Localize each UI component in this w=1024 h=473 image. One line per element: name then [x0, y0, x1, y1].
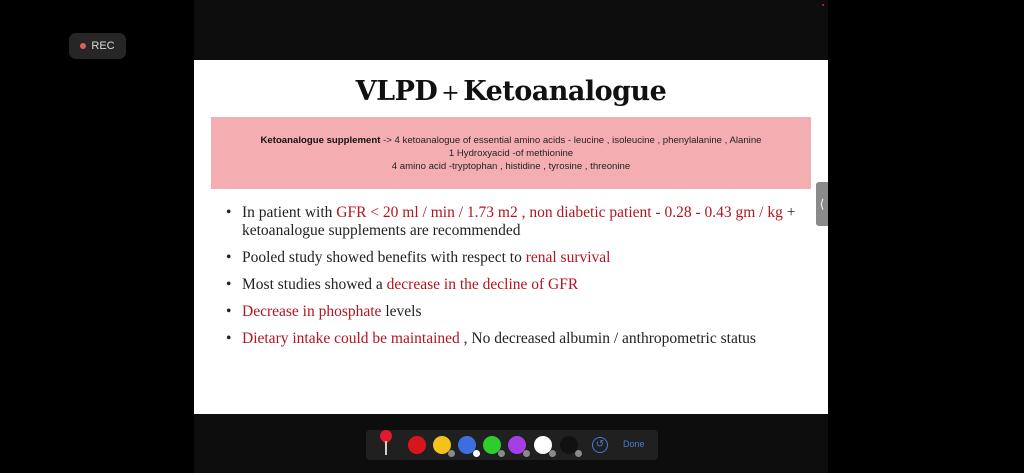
color-swatch-red[interactable] — [408, 436, 426, 454]
swatch-indicator — [448, 450, 455, 457]
color-swatch-black[interactable] — [560, 436, 578, 454]
bullet-item — [224, 204, 804, 240]
bullet-text: Pooled study showed benefits with respect to — [242, 249, 526, 266]
color-swatch-white[interactable] — [534, 436, 552, 454]
color-swatch-purple[interactable] — [508, 436, 526, 454]
bullet-text: + ketoanalogue supplements are recommended — [242, 204, 796, 239]
bullet-text: , No decreased albumin / anthropometric status — [459, 330, 756, 347]
info-line-1-text: -> 4 ketoanalogue of essential amino acids - leucine , isoleucine , phenylalanine , Alanine — [380, 135, 762, 146]
swatch-indicator — [498, 450, 505, 457]
color-swatch-blue[interactable] — [458, 436, 476, 454]
record-dot-icon — [80, 43, 86, 49]
bullet-item — [224, 276, 804, 294]
color-swatch-green[interactable] — [483, 436, 501, 454]
title-right: Ketoanalogue — [463, 76, 667, 107]
swatch-indicator — [523, 450, 530, 457]
chevron-left-icon: ⟨ — [819, 197, 825, 211]
color-swatch-yellow[interactable] — [433, 436, 451, 454]
bullet-highlight: Decrease in phosphate — [242, 303, 382, 320]
info-line-2: 1 Hydroxyacid -of methionine — [448, 148, 574, 159]
bullet-highlight: renal survival — [525, 249, 611, 266]
bullet-item — [224, 303, 804, 321]
side-panel-toggle[interactable] — [816, 182, 828, 226]
swatch-indicator — [575, 450, 582, 457]
bullet-item — [224, 330, 804, 348]
swatch-indicator — [473, 450, 480, 457]
info-line-3: 4 amino acid -tryptophan , histidine , tyrosine , threonine — [391, 161, 631, 172]
bullet-list — [224, 204, 804, 357]
presentation-slide — [194, 60, 828, 414]
pin-stick — [385, 441, 387, 455]
indicator-dot-icon — [822, 4, 824, 6]
rec-label: REC — [91, 40, 115, 52]
bullet-text: Most studies showed a — [242, 276, 387, 293]
title-left: VLPD — [355, 76, 438, 107]
bullet-highlight: decrease in the decline of GFR — [386, 276, 579, 293]
bullet-highlight: Dietary intake could be maintained — [242, 330, 460, 347]
bullet-text: levels — [381, 303, 422, 320]
done-button[interactable]: Done — [623, 439, 645, 449]
info-line-1 — [211, 134, 811, 147]
bullet-item — [224, 249, 804, 267]
annotation-toolbar — [366, 430, 658, 460]
undo-icon[interactable]: ↺ — [592, 437, 608, 453]
bullet-text: In patient with — [242, 204, 337, 221]
swatch-indicator — [549, 450, 556, 457]
bullet-highlight: GFR < 20 ml / min / 1.73 m2 , non diabetic patient - 0.28 - 0.43 gm / kg — [336, 204, 783, 221]
title-plus: + — [441, 81, 460, 106]
ketoanalogue-info-box — [211, 117, 811, 189]
info-label: Ketoanalogue supplement — [260, 135, 381, 146]
recording-indicator[interactable] — [69, 33, 126, 59]
slide-title — [194, 76, 828, 107]
